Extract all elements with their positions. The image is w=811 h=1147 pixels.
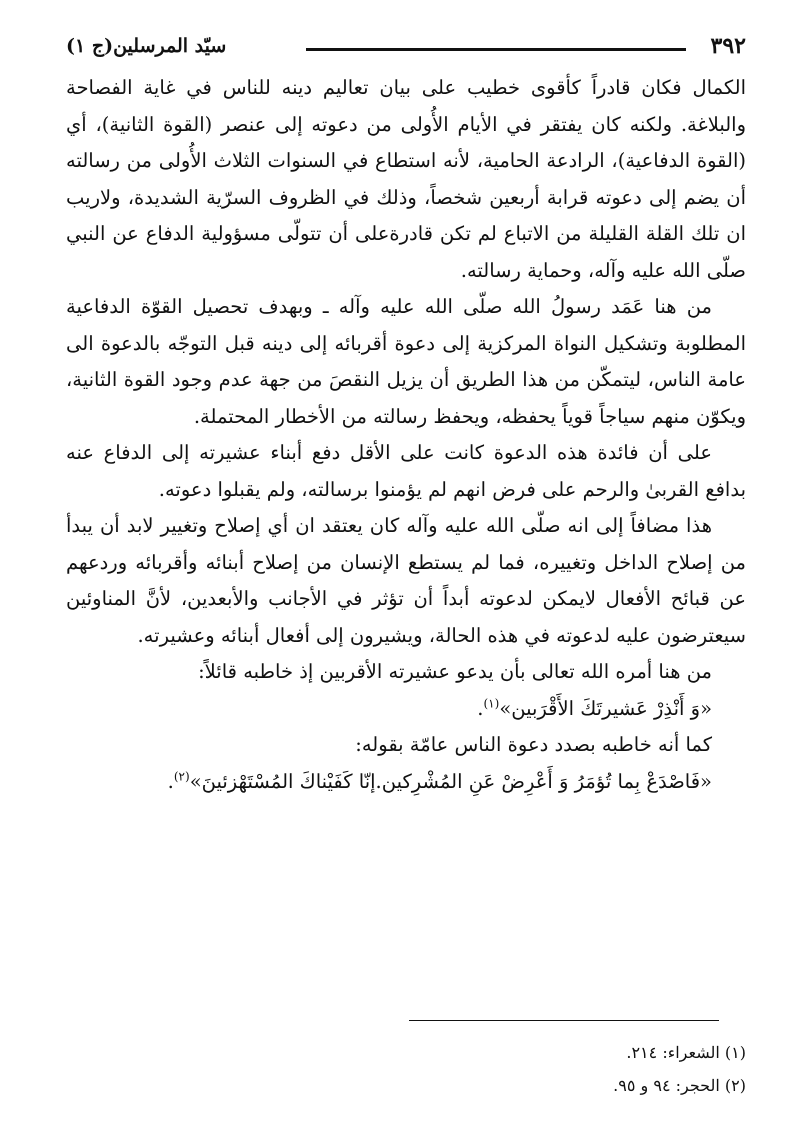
verse-2-end: . [167,769,174,793]
running-title: سيّد المرسلين(ج ١) [66,35,227,57]
page-number: ٣٩٢ [710,33,746,59]
header-rule [306,48,686,51]
verse-1-text: «وَ أَنْذِرْ عَشيرتَكَ الأَقْرَبين» [499,696,712,720]
verse-2-text: «فَاصْدَعْ بِما تُؤمَرُ وَ أَعْرِضْ عَنِ المُشْرِكين.إنّا كَفَيْناكَ المُسْتَهْزئينَ» [189,769,712,793]
footnotes [66,1036,746,1102]
quran-verse-1 [66,691,746,728]
page-header [66,30,746,62]
footnote-1: (١) الشعراء: ٢١٤. [626,1043,746,1062]
paragraph-3: على أن فائدة هذه الدعوة كانت على الأقل دفع أبناء عشيرته إلى الدفاع عنه بدافع القربىٰ والرحم على فرض انهم لم يؤمنوا برسالته، ولم يقبلوا دعوته. [66,441,746,501]
body-text [66,70,746,800]
footnote-ref-1[interactable]: (١) [483,696,500,710]
footnote-rule [409,1020,719,1021]
paragraph-1: الكمال فكان قادراً كأقوى خطيب على بيان تعاليم دينه للناس في غاية الفصاحة والبلاغة. ولكنه كان يفتقر في الأيام الأُولى من دعوته إلى عنصر (القوة الثانية)، أي (القوة الدفاعية)، الرادعة الحامية، لأنه استطاع في السنوات الثلاث الأُولى من رسالته أن يضم إلى دعوته قرابة أربعين شخصاً، وذلك في الظروف السرّية الشديدة، ولاريب ان تلك القلة القليلة من الاتباع لم تكن قادرةعلى أن تتولّى مسؤولية الدفاع عن النبي صلّى الله عليه وآله، وحماية رسالته. [66,76,746,282]
verse-1-end: . [477,696,484,720]
quran-verse-2 [66,764,746,801]
paragraph-5: من هنا أمره الله تعالى بأن يدعو عشيرته الأقربين إذ خاطبه قائلاً: [198,660,712,683]
footnote-2: (٢) الحجر: ٩٤ و ٩٥. [613,1076,746,1095]
paragraph-6: كما أنه خاطبه بصدد دعوة الناس عامّة بقوله: [355,733,712,756]
paragraph-2: من هنا عَمَد رسولُ الله صلّى الله عليه وآله ـ وبهدف تحصيل القوّة الدفاعية المطلوبة وتشكيل النواة المركزية إلى دعوة أقربائه إلى دينه قبل التوجّه بالدعوة الى عامة الناس، ليتمكّن من هذا الطريق أن يزيل النقصَ من جهة عدم وجود القوة الثانية، ويكوّن منهم سياجاً قوياً يحفظه، ويحفظ رسالته من الأخطار المحتملة. [66,295,746,428]
footnote-ref-2[interactable]: (٢) [173,769,190,783]
paragraph-4: هذا مضافاً إلى انه صلّى الله عليه وآله كان يعتقد ان أي إصلاح وتغيير لابد أن يبدأ من إصلاح الداخل وتغييره، فما لم يستطع الإنسان من إصلاح أبنائه وأقربائه وردعهم عن قبائح الأفعال لايمكن لدعوته أبداً أن تؤثر في الأجانب والأبعدين، لأنَّ المناوئين سيعترضون عليه لدعوته في هذه الحالة، ويشيرون إلى أفعال أبنائه وعشيرته. [66,514,746,647]
